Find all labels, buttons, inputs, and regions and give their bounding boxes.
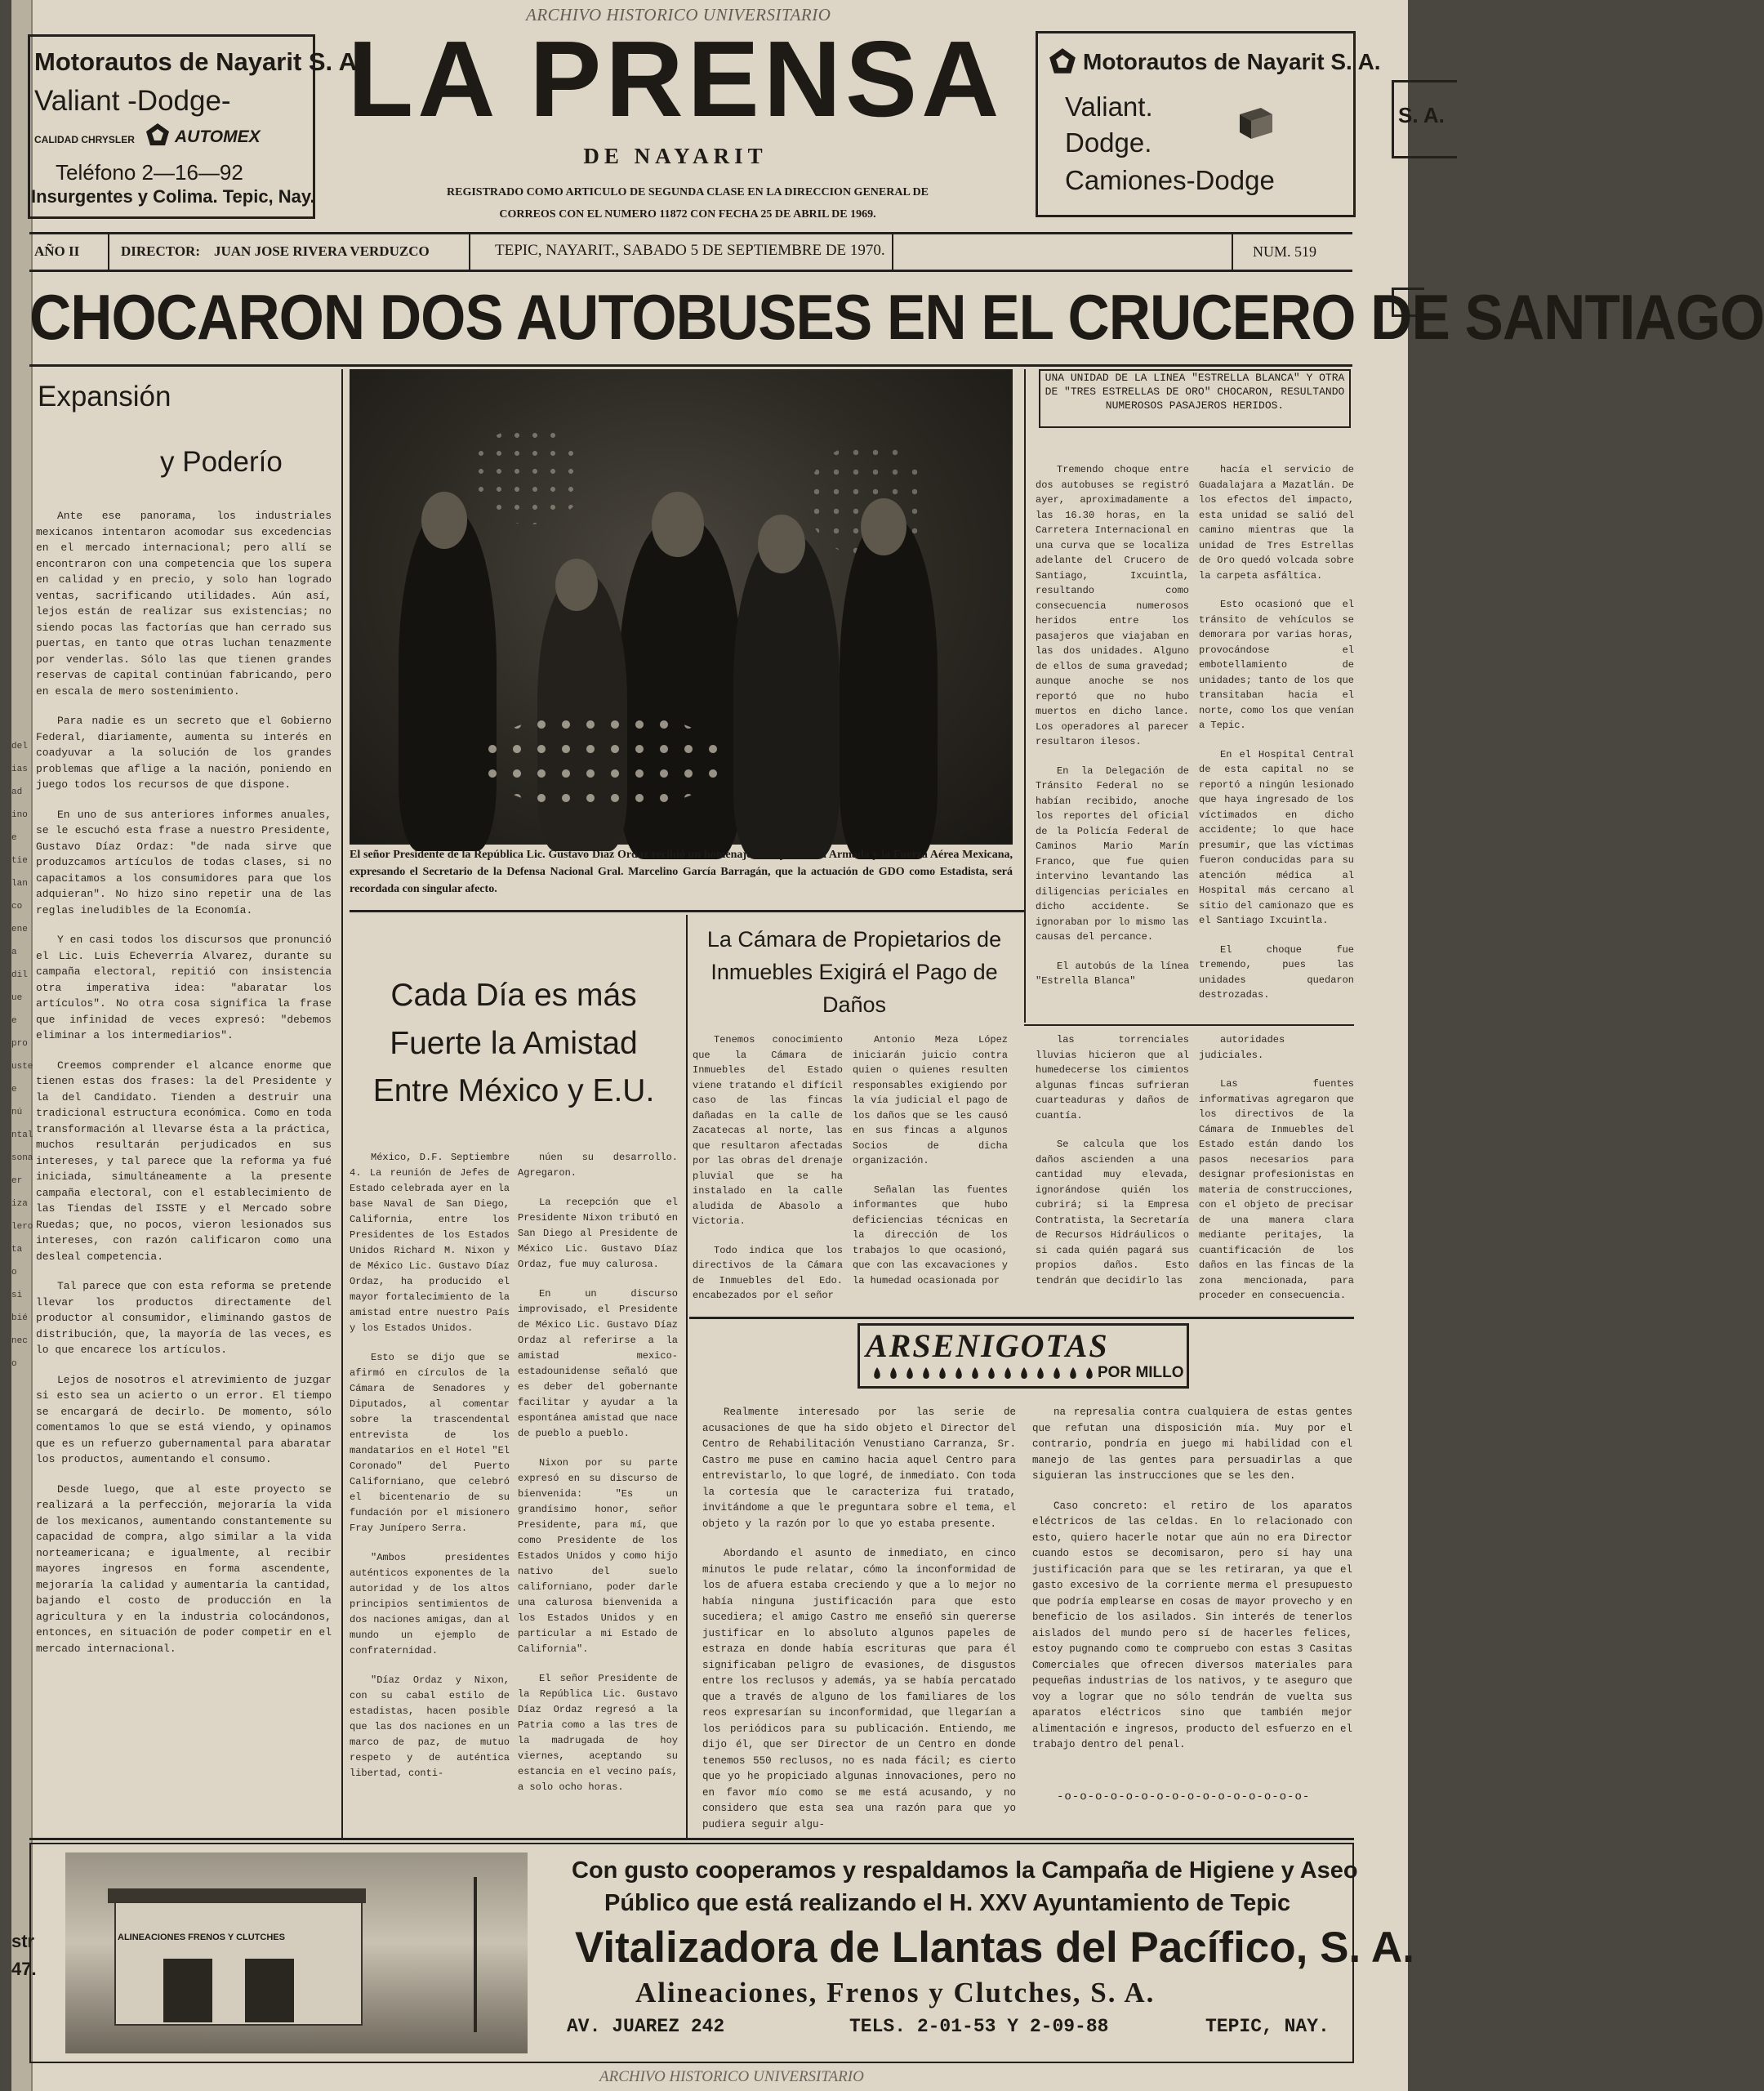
masthead-title: LA PRENSA (347, 19, 1004, 139)
paragraph: las torrenciales lluvias hicieron que al humedecerse los cimientos algunas fincas sufrieran cuarteaduras y daños de cuantía. (1036, 1034, 1189, 1121)
drop-icon (1037, 1367, 1044, 1379)
info-divider (469, 234, 470, 270)
left-strip-letters (11, 735, 31, 1375)
president-photo (350, 369, 1013, 845)
left-strip-fragment: nec (11, 1336, 28, 1346)
shop-roof (108, 1888, 366, 1903)
shop-building (114, 1900, 363, 2026)
arsenigotas-ornament: -o-o-o-o-o-o-o-o-o-o-o-o-o-o-o-o- (1057, 1790, 1311, 1803)
paragraph: En un discurso improvisado, el Presidente de México Lic. Gustavo Díaz Ordaz al referirse a la amistad mexico-estadounidense señaló que es deber del gobernante facilitar y ayudar a la espontánea amistad que nace de pueblo a pueblo. (518, 1288, 678, 1439)
newspaper-page (11, 0, 1764, 2091)
archive-stamp-bottom: ARCHIVO HISTORICO UNIVERSITARIO (599, 2068, 864, 2085)
left-strip-fragment: sona (11, 1153, 33, 1163)
info-divider (892, 234, 893, 270)
amistad-headline-line: Fuerte la Amistad (390, 1025, 638, 1061)
info-dateline: TEPIC, NAYARIT., SABADO 5 DE SEPTIEMBRE DE 1970. (495, 242, 885, 259)
paragraph: Esto se dijo que se afirmó en círculos de la Cámara de Senadores y Diputados, al comentar sobre la trascendental entrevista de los mandatarios en el Hotel "El Coronado" del Puerto Californiano, que celebró el bicentenario de su fundación por el misionero Fray Junípero Serra. (350, 1352, 510, 1534)
paragraph: Las fuentes informativas agregaron que los directivos de la Cámara de Inmuebles del Estado están dando los pasos necesarios para designar profesionistas en materia de construcciones, con el objeto de precisar de una manera clara mediante peritajes, la cuantificación de los daños en las fincas de la zona mencionada, para proceder en consecuencia. (1199, 1078, 1354, 1301)
left-strip-fragment: ias (11, 765, 28, 774)
bottom-ad-company: Vitalizadora de Llantas del Pacífico, S. A. (575, 1924, 1414, 1972)
camara-col1 (693, 1032, 843, 1310)
left-strip-fragment: ino (11, 810, 28, 820)
drop-icon (939, 1367, 946, 1379)
paragraph: Nixon por su parte expresó en su discurso de bienvenida: "Es un grandísimo honor, señor Presidente, para mí, que como Presidente de los Estados Unidos y como hijo nativo del suelo californiano, poder darle una calurosa bienvenida a los Estados Unidos y en particular a mi Estado de California". (518, 1457, 678, 1655)
info-divider (108, 234, 109, 270)
paragraph: Ante ese panorama, los industriales mexicanos intentaron acomodar sus excedencias en el mercado internacional; pero allí se encontraron con una competencia que los supera en calidad y en precio, y solo han logrado ventas, sacrificando utilidades. Aún así, lejos están de realizar sus existencias; no siendo pocas las factorías que han cerrado sus puertas, en tanto que otras luchan tenazmente por venderlas. Sólo las que tienen grandes reservas de capital continúan fabricando, pero en escala de mero sostenimiento. (36, 510, 332, 698)
column-rule (686, 915, 688, 1839)
person-figure (840, 516, 938, 859)
paragraph: núen su desarrollo. Agregaron. (518, 1152, 678, 1179)
paragraph: hacía el servicio de Guadalajara a Mazatlán. De los efectos del impacto, esta unidad se salió del camino mientras que la unidad de Tres Estrellas de Oro quedó volcada sobre la carpeta asfáltica. (1199, 464, 1354, 582)
paragraph: México, D.F. Septiembre 4. La reunión de Jefes de Estado celebrada ayer en la base Naval de San Diego, California, entre los Presidentes de los Estados Unidos Richard M. Nixon y de México Lic. Gustavo Díaz Ordaz, ha producido el mayor fortalecimiento de la amistad entre nuestro País y los Estados Unidos. (350, 1152, 510, 1334)
bottom-ad-line2: Público que está realizando el H. XXV Ayuntamiento de Tepic (604, 1890, 1291, 1916)
person-face (652, 492, 704, 557)
registration-line: REGISTRADO COMO ARTICULO DE SEGUNDA CLASE EN LA DIRECCION GENERAL DE (447, 186, 929, 198)
ad-right-line: Valiant. (1065, 91, 1153, 122)
left-strip-fragment: dil (11, 970, 28, 980)
paragraph: En uno de sus anteriores informes anuales, se le escuchó esta frase a nuestro Presidente, Gustavo Díaz Ordaz: "de nada sirve que produzcamos artículos de todas clases, si no capacitamos a los consumidores para que los adquieran". No hizo sino repetir una de las reglas ineludibles de la Economía. (36, 808, 332, 916)
amistad-headline-line: Entre México y E.U. (372, 1073, 655, 1108)
left-strip-fragment: e (11, 833, 17, 843)
left-strip-fragment: e (11, 1085, 17, 1095)
expansion-title: Expansión (38, 381, 172, 412)
expansion-body (36, 508, 332, 1831)
info-divider (1232, 234, 1233, 270)
main-headline: CHOCARON DOS AUTOBUSES EN EL CRUCERO DE SANTIAGO (29, 282, 1764, 354)
left-strip-word: 47. (11, 1959, 37, 1979)
bus-subhead: UNA UNIDAD DE LA LINEA "ESTRELLA BLANCA" Y OTRA DE "TRES ESTRELLAS DE ORO" CHOCARON, RESULTANDO NUMEROSOS PASAJEROS HERIDOS. (1045, 372, 1345, 412)
left-strip-fragment: ta (11, 1245, 23, 1255)
drop-icon (923, 1367, 929, 1379)
expansion-title: y Poderío (160, 446, 283, 478)
headline-rule (29, 364, 1352, 367)
drop-icon (1004, 1367, 1011, 1379)
left-strip-fragment: e (11, 1016, 17, 1026)
paragraph: El choque fue tremendo, pues las unidades quedaron destrozadas. (1199, 943, 1354, 1001)
arsenigotas-byline: POR MILLO (1098, 1364, 1184, 1381)
left-strip-fragment: ad (11, 787, 23, 797)
drop-icon (874, 1367, 880, 1379)
bottom-ad-rule (29, 1838, 1354, 1840)
column-rule (341, 369, 343, 1839)
ad-left-phone: Teléfono 2—16—92 (56, 160, 243, 185)
shop-photo (65, 1852, 528, 2053)
left-strip-fragment: o (11, 1359, 17, 1369)
info-director-label: DIRECTOR: (121, 243, 200, 259)
bus-story-col1 (1036, 462, 1189, 1018)
product-box-icon (1236, 103, 1276, 142)
ad-left-automex: AUTOMEX (175, 127, 261, 146)
arsenigotas-title: ARSENIGOTAS (866, 1327, 1109, 1364)
paragraph: El señor Presidente de la República Lic. Gustavo Díaz Ordaz regresó a la Patria como a las tres de la madrugada de hoy viernes, aceptando su estancia en el vecino país, a solo ocho horas. (518, 1673, 678, 1793)
paragraph: En el Hospital Central de esta capital no se reportó a ningún lesionado que haya ingresado de los víctimados en dicho accidente; lo que hace presumir, que las víctimas fueron conducidas para su atención médica al Hospital más cercano al sitio del camionazo que es el Santiago Ixcuintla. (1199, 748, 1354, 926)
bottom-ad-services: Alineaciones, Frenos y Clutches, S. A. (635, 1977, 1156, 2009)
camara-headline-line: La Cámara de Propietarios de (706, 927, 1002, 952)
left-strip-fragment: uste (11, 1062, 33, 1072)
drop-icon (890, 1367, 897, 1379)
photo-caption: El señor Presidente de la República Lic. Gustavo Díaz Ordaz recibió un homenaje del Ejército, la Armada y la Fuerza Aérea Mexicana, expresando el Secretario de la Defensa Nacional Gral. Marcelino García Barragán, que la actuación de GDO como Estadista, será recordada con singular afecto. (350, 849, 1013, 895)
registration-line: CORREOS CON EL NUMERO 11872 CON FECHA 25 DE ABRIL DE 1969. (499, 208, 876, 221)
paragraph: "Ambos presidentes auténticos exponentes de la autoridad y de los altos principios sentimientos de dos naciones amigas, dan al mundo un ejemplo de confraternidad. (350, 1552, 510, 1656)
amistad-headline (346, 972, 681, 1116)
left-strip-fragment: lero (11, 1222, 33, 1232)
paragraph: na represalia contra cualquiera de estas gentes que refutan una disposición mía. Muy por el contrario, pondría en juego mi habilidad con el manejo de las gentes para persuadirlas a que siguieran las instrucciones que se les den. (1032, 1407, 1352, 1482)
info-year: AÑO II (34, 243, 80, 259)
paragraph: La recepción que el Presidente Nixon tributó en San Diego al Presidente de México Lic. Gustavo Díaz Ordaz, fue muy calurosa. (518, 1197, 678, 1270)
info-bar-bottom-rule (29, 270, 1352, 272)
left-strip-fragment: a (11, 947, 17, 957)
left-strip-fragment: iza (11, 1199, 28, 1209)
camara-col4 (1199, 1032, 1354, 1310)
person-figure (399, 508, 497, 851)
shop-door (245, 1959, 294, 2022)
person-face (861, 498, 906, 555)
left-strip-fragment: lan (11, 879, 28, 889)
drop-icon (1054, 1367, 1060, 1379)
person-figure (733, 533, 840, 859)
paragraph: Creemos comprender el alcance enorme que tienen estas dos frases: la del Presidente y la del Candidato. Tienden a destruir una tradicional estructura económica. Como en toda transformación al llevarse ésta a la práctica, muchos resultarán perjudicados en sus intereses, y tal parece que la reforma ya fué iniciada, simultáneamente a la presente campaña electoral, con el establecimiento de las Tiendas del ISSTE y el Mercado sobre Ruedas; que, no pocos, vieron lesionados sus intereses, con razón calificaron como una desleal competencia. (36, 1059, 332, 1263)
ad-left-name: Motorautos de Nayarit S. A. (34, 47, 364, 76)
paragraph: Para nadie es un secreto que el Gobierno Federal, diariamente, aumenta su interés en coadyuvar a la solución de los grandes problemas que aflige a la nación, poniendo en juego todos los recursos de que dispone. (36, 715, 332, 791)
left-strip-fragment: ene (11, 925, 28, 934)
amistad-headline-line: Cada Día es más (390, 978, 637, 1013)
arsenigotas-col1 (702, 1405, 1016, 1831)
paragraph: Antonio Meza López iniciarán juicio contra quien o quienes resulten responsables exigiendo por la vía judicial el pago de los daños que se les causó en sus fincas a algunos Socios de dicha organización. (853, 1034, 1008, 1166)
camara-headline-line: Daños (822, 992, 887, 1017)
pentastar-icon (145, 123, 170, 147)
drop-icon (1086, 1367, 1093, 1379)
right-edge-text: S. A. (1398, 103, 1445, 127)
utility-pole (474, 1877, 477, 2032)
ad-left-brands: Valiant -Dodge- (34, 85, 231, 117)
bus-story-col2 (1199, 462, 1354, 1018)
paragraph: Todo indica que los directivos de la Cámara de Inmuebles del Edo. encabezados por el señor (693, 1244, 843, 1301)
camara-headline (691, 923, 1018, 1021)
left-strip-fragment: bié (11, 1313, 28, 1323)
paragraph: Realmente interesado por las serie de acusaciones de que ha sido objeto el Director del Centro de Rehabilitación Venustiano Carranza, Sr. Castro me puse en camino hacia aquel Centro para entrevistarlo, lo que logré, de inmediato. Con toda la cortesía que le caracteriza fui tratado, invitándome a que le preguntara sobre el tema, el objeto y la razón por lo que yo estaba presente. (702, 1407, 1016, 1530)
photo-caption-rule (350, 910, 1024, 912)
drop-icon (906, 1367, 913, 1379)
info-bar-top-rule (29, 232, 1352, 234)
paragraph: Tal parece que con esta reforma se pretende llevar los productos directamente del productor al consumidor, eliminando gastos de distribución, que, la mayoría de las veces, es lo que encarece los artículos. (36, 1280, 332, 1356)
left-strip-fragment: tie (11, 856, 28, 866)
info-number: NUM. 519 (1253, 243, 1317, 260)
drop-icon (988, 1367, 995, 1379)
pentastar-icon (1049, 47, 1076, 75)
masthead-subtitle: DE NAYARIT (583, 144, 768, 168)
amistad-col2 (518, 1150, 678, 1828)
left-strip-fragment: pro (11, 1039, 28, 1049)
paragraph: autoridades judiciales. (1199, 1034, 1285, 1061)
shop-sign: ALINEACIONES FRENOS Y CLUTCHES (118, 1933, 285, 1942)
flower-wreath (480, 712, 725, 810)
info-director: JUAN JOSE RIVERA VERDUZCO (214, 243, 430, 259)
camara-headline-line: Inmuebles Exigirá el Pago de (710, 960, 998, 984)
left-strip-fragment: ue (11, 993, 23, 1003)
bottom-ad-city: TEPIC, NAY. (1205, 2016, 1330, 2037)
flower-wreath (472, 426, 586, 524)
left-strip-fragment: ntal (11, 1130, 33, 1140)
person-face (758, 515, 805, 573)
paragraph: Abordando el asunto de inmediato, en cinco minutos le pude relatar, cómo la inconformidad de los de afuera estaba creciendo y que a lo mejor no había ninguna justificación para que esto sucediera; el amigo Castro me enseñó sin quererse justificar en lo absoluto algunos papeles de estraza en donde había escrituras que para él significaban peligro de evasiones, de disgustos entre los reclusos y además, ya se había percatado que a través de alguno de los familiares de los reos expresarían su inconformidad, que llegarían a los periódicos para su publicación. Entiendo, me dijo él, que ser Director de un Centro en donde tenemos 550 reclusos, no es nada fácil; es cierto que yo he propiciado algunas innovaciones, pero no en favor mío como se me está acusando, y no considero que esta sea una razón para que yo pudiera seguir algu- (702, 1548, 1016, 1830)
shop-door (163, 1959, 212, 2022)
person-face (421, 492, 467, 549)
left-strip-word: str (11, 1931, 35, 1951)
ad-right-line: Dodge. (1065, 127, 1152, 158)
camara-col2 (853, 1032, 1008, 1310)
paragraph: En la Delegación de Tránsito Federal no se habían recibido, anoche los reportes del oficial de la Policía Federal de Caminos Mario Marín Franco, que fue quien intervino levantando las diligencias periciales en dicho accidente. Se ignoraban por lo mismo las causas del percance. (1036, 765, 1189, 943)
left-strip-fragment: nú (11, 1108, 23, 1117)
paragraph: El autobús de la línea "Estrella Blanca" (1036, 960, 1189, 987)
masthead-registration (377, 181, 998, 225)
paragraph: "Díaz Ordaz y Nixon, con su cabal estilo de estadistas, hacen posible que las dos naciones en un marco de paz, de mutuo respeto y de auténtica libertad, conti- (350, 1674, 510, 1779)
camara-col3 (1036, 1032, 1189, 1310)
paragraph: Esto ocasionó que el tránsito de vehículos se demorara por varias horas, provocándose el embotellamiento de unidades; tanto de los que transitaban hacia el norte, como los que venían a Tepic. (1199, 599, 1354, 731)
left-strip-fragment: o si (11, 1268, 23, 1300)
camara-section-rule (1024, 1024, 1354, 1026)
left-strip-fragment: er (11, 1176, 23, 1186)
paragraph: Señalan las fuentes informantes que hubo deficiencias técnicas en la dirección de los trabajos lo que ocasionó, que con las excavaciones y la humedad ocasionada por (853, 1184, 1008, 1286)
bottom-ad-phones: TELS. 2-01-53 Y 2-09-88 (849, 2016, 1109, 2037)
ad-right-line: Camiones-Dodge (1065, 165, 1275, 195)
left-strip-fragment: del (11, 742, 28, 751)
drop-icon (1021, 1367, 1027, 1379)
left-strip-bottom (11, 1928, 37, 1983)
paragraph: Tenemos conocimiento que la Cámara de Inmuebles del Estado viene tratando el difícil caso de las fincas dañadas en la calle de Zacatecas al norte, las que resultaron afectadas por las obras del drenaje pluvial que se ha instalado en la calle aludida de Abasolo a Victoria. (693, 1034, 843, 1227)
arsenigotas-col2 (1032, 1405, 1352, 1789)
paragraph: Y en casi todos los discursos que pronunció el Lic. Luis Echeverría Alvarez, durante su campaña electoral, repitió con insistencia otra imperativa idea: "abaratar los artículos". No otra cosa significa la frase que infinidad de veces expresó: "debemos eliminar a los intermediarios". (36, 934, 332, 1041)
archive-stamp: ARCHIVO HISTORICO UNIVERSITARIO (526, 5, 831, 25)
drops-decoration (871, 1366, 1099, 1382)
person-face (555, 559, 598, 611)
left-strip-fragment: co (11, 902, 23, 912)
drop-icon (1070, 1367, 1076, 1379)
ad-right-name: Motorautos de Nayarit S. A. (1083, 49, 1381, 74)
ad-left-calidad: CALIDAD CHRYSLER (34, 134, 135, 145)
paragraph: Lejos de nosotros el atrevimiento de juzgar si esto sea un acierto o un error. El tiempo se encargará de decirlo. De momento, sólo comentamos lo que se está viendo, y opinamos que es un refuerzo gubernamental para abaratar los productos, aumentando el consumo. (36, 1373, 332, 1465)
paragraph: Caso concreto: el retiro de los aparatos eléctricos de las celdas. En lo relacionado con esto, quiero hacerle notar que aún no era Director cuando estos se decomisaron, pero sí hay una justificación para que se les retiraran, ya que el gasto excesivo de la corriente merma el presupuesto que podría emplearse en cosas de mayor provecho y en beneficio de los asilados. Sin interés de tenerlos aislados del mundo pero sí de hacerles felices, estoy pugnando como te compruebo con estas 3 Casitas Comerciales que ofrecen diversos materiales para pequeñas industrias de los nativos, y te aseguro que voy a lograr que no sólo tendrán de vuelta sus aparatos eléctricos sino que también mejor alimentación e ingresos, producto del esfuerzo en el trabajo dentro del penal. (1032, 1500, 1352, 1750)
amistad-col1 (350, 1150, 510, 1828)
drop-icon (972, 1367, 978, 1379)
bottom-ad-address: AV. JUAREZ 242 (567, 2016, 725, 2037)
paragraph: Tremendo choque entre dos autobuses se registró ayer, aproximadamente a las 16.30 horas, en la Carretera Internacional en una curva que se localiza adelante del Crucero de Santiago, Ixcuintla, resultando como consecuencia numerosos heridos entre los pasajeros que viajaban en las dos unidades. Alguno de ellos de suma gravedad; aunque anoche se nos reportó que no hubo muertos en dicho lance. Los operadores al parecer resultaron ilesos. (1036, 464, 1189, 747)
paragraph: Se calcula que los daños ascienden a una cantidad muy elevada, ignorándose quién los cubrirá; si la Empresa Contratista, la Secretaría de Recursos Hidráulicos o si cada quién pagará sus propios daños. Esto tendrán que decidirlo las (1036, 1139, 1189, 1286)
ad-left-address: Insurgentes y Colima. Tepic, Nay. (31, 186, 315, 207)
arsenigotas-top-rule (689, 1317, 1354, 1319)
drop-icon (956, 1367, 962, 1379)
column-rule (1024, 369, 1026, 1023)
bottom-ad-line1: Con gusto cooperamos y respaldamos la Campaña de Higiene y Aseo (572, 1857, 1358, 1884)
paragraph: Desde luego, que al este proyecto se realizará a la perfección, mejoraría la vida de los mexicanos, aumentando constantemente su capacidad de compra, algo similar a la vida norteamericana; e igualmente, al recibir mayores ingresos en forma ascendente, mejoraría la calidad y aumentaría la cantidad, bajando el costo de producción en la agricultura y en la industria colocándonos, entonces, en situación de poder competir en el mercado internacional. (36, 1482, 332, 1655)
